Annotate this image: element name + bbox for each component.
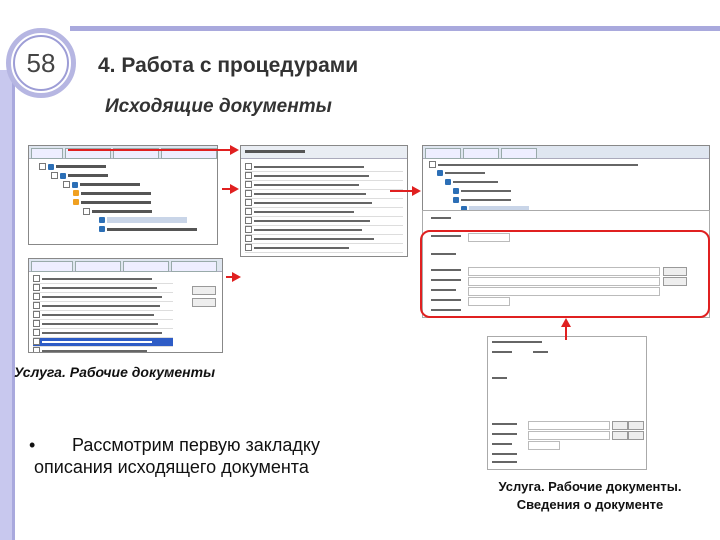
mini-button — [628, 431, 644, 440]
form-label — [492, 461, 517, 463]
mini-tab — [31, 261, 73, 272]
caption-work-documents: Услуга. Рабочие документы — [14, 364, 216, 380]
top-decor-bar — [70, 26, 720, 31]
mini-tab — [425, 148, 461, 159]
form-label — [492, 443, 512, 445]
tree-node — [39, 163, 217, 172]
mini-tab — [171, 261, 217, 272]
tree-node — [429, 188, 709, 197]
tree-node — [39, 172, 217, 181]
dialog-list-row — [245, 226, 403, 235]
arrow-shaft — [68, 149, 230, 151]
screenshot-tabbar — [423, 146, 709, 159]
arrow-right-icon — [232, 272, 241, 282]
form-label — [492, 423, 517, 425]
tree-node — [429, 179, 709, 188]
left-decor-bar — [0, 70, 12, 540]
left-decor-stripe — [12, 70, 15, 540]
bullet-paragraph — [24, 434, 364, 478]
dialog-list-row — [245, 244, 403, 253]
form-label — [431, 217, 451, 219]
caption-document-details — [470, 478, 710, 514]
tree-node — [39, 190, 217, 199]
arrow-right-icon — [412, 186, 421, 196]
mini-tab — [123, 261, 169, 272]
form-field — [528, 421, 610, 430]
form-label — [492, 351, 512, 353]
screenshot-tabbar — [29, 146, 217, 159]
work-doc-row — [33, 329, 173, 338]
mini-button — [192, 286, 216, 295]
dialog-list-row — [245, 172, 403, 181]
tree-node — [39, 199, 217, 208]
screenshot-tabbar — [29, 259, 222, 272]
work-doc-row — [33, 347, 173, 353]
tree-node — [429, 197, 709, 206]
arrow-right-icon — [230, 145, 239, 155]
dialog-list-row — [245, 190, 403, 199]
slide-title: 4. Работа с процедурами — [98, 54, 359, 77]
mini-button — [192, 298, 216, 307]
work-doc-row — [33, 284, 173, 293]
work-doc-row — [33, 311, 173, 320]
tree-node — [429, 161, 709, 170]
tree-node — [39, 181, 217, 190]
form-label — [492, 377, 507, 379]
slide-number: 58 — [26, 48, 56, 78]
form-label — [492, 453, 517, 455]
arrow-shaft — [390, 190, 412, 192]
highlight-frame — [420, 230, 710, 318]
screenshot-dialog — [240, 145, 408, 257]
work-doc-row-selected — [33, 338, 173, 347]
tree-node-selected — [39, 217, 217, 226]
caption-details-line-1: Услуга. Рабочие документы. — [498, 479, 682, 494]
mini-tab — [501, 148, 537, 159]
work-doc-row — [33, 320, 173, 329]
screenshot-work-documents — [28, 258, 223, 353]
dialog-list-row — [245, 163, 403, 172]
dialog-titlebar — [241, 146, 407, 159]
dialog-list-row — [245, 181, 403, 190]
form-field — [528, 431, 610, 440]
screenshot-tree — [28, 145, 218, 245]
arrow-shaft — [222, 188, 230, 190]
caption-details-line-2: Сведения о документе — [516, 497, 664, 512]
form-label — [533, 351, 548, 353]
tree-node — [39, 226, 217, 235]
dialog-list-row — [245, 208, 403, 217]
bullet-marker: • — [29, 435, 36, 455]
dialog-list-row — [245, 217, 403, 226]
mini-button — [628, 421, 644, 430]
arrow-up-icon — [561, 318, 571, 327]
work-doc-row — [33, 293, 173, 302]
mini-tab — [463, 148, 499, 159]
form-label — [492, 433, 517, 435]
work-doc-row — [33, 302, 173, 311]
mini-button — [612, 431, 628, 440]
mini-tab — [75, 261, 121, 272]
bullet-text: Рассмотрим первую закладку описания исходящего документа — [34, 435, 320, 477]
slide-subtitle: Исходящие документы — [105, 96, 332, 117]
arrow-shaft — [565, 326, 567, 340]
dialog-list-row — [245, 199, 403, 208]
tree-node — [39, 208, 217, 217]
arrow-right-icon — [230, 184, 239, 194]
work-doc-row — [33, 275, 173, 284]
mini-button — [612, 421, 628, 430]
tree-node — [429, 170, 709, 179]
dialog-list-row — [245, 235, 403, 244]
form-field — [528, 441, 560, 450]
form-label — [492, 341, 542, 343]
mini-tab — [31, 148, 63, 159]
screenshot-document-details — [487, 336, 647, 470]
